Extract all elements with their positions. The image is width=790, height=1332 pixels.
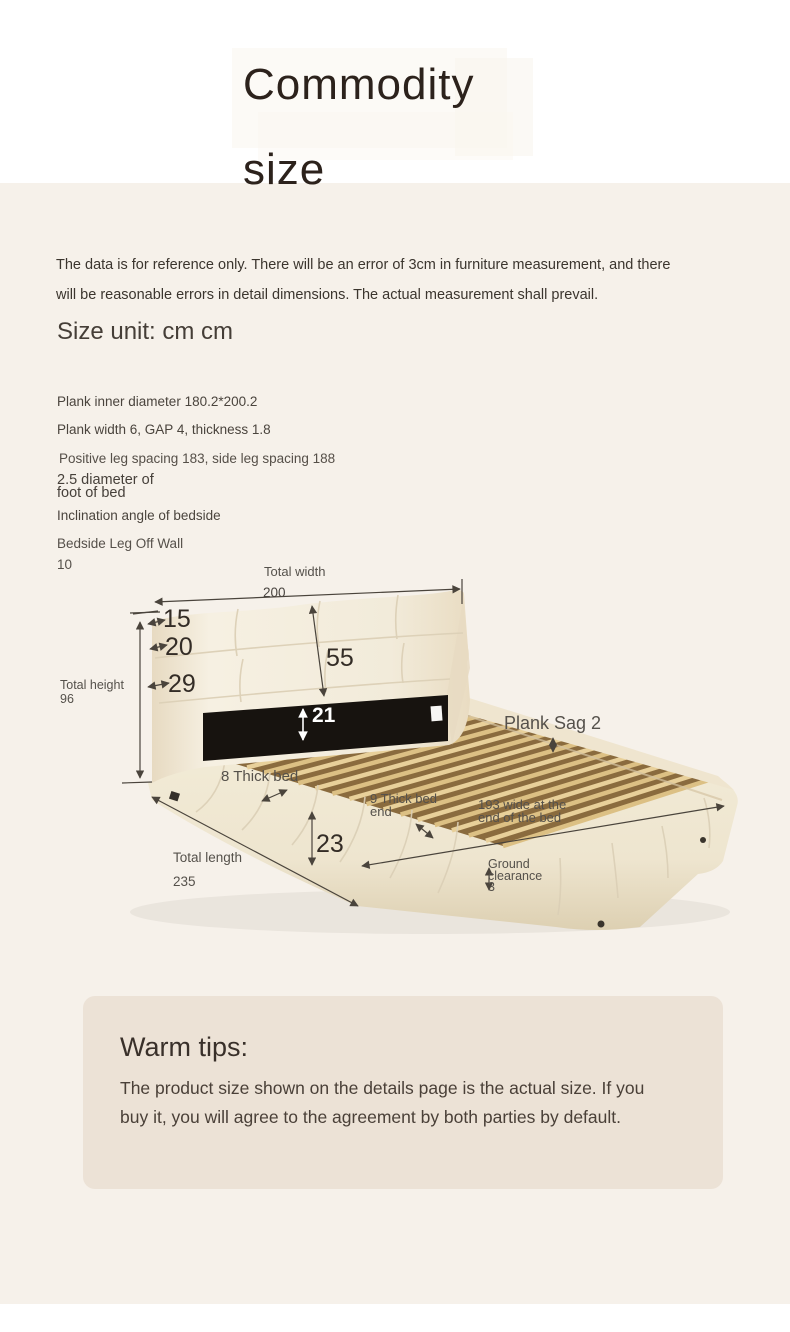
label-end-width-line-1: 193 wide at the [478, 797, 567, 812]
warm-tips-line-1: The product size shown on the details page is the actual size. If you [120, 1078, 645, 1098]
spec-leg-spacing: Positive leg spacing 183, side leg spacing 188 [59, 451, 336, 466]
spec-plank-width: Plank width 6, GAP 4, thickness 1.8 [57, 422, 271, 437]
dim-total-height-label: Total height [60, 678, 124, 692]
disclaimer-line-1: The data is for reference only. There will be an error of 3cm in furniture measurement, and there [56, 257, 671, 273]
spec-bedside-leg-value: 10 [57, 557, 73, 572]
disclaimer-line-2: will be reasonable errors in detail dimensions. The actual measurement shall prevail. [56, 287, 599, 303]
bed-foot-leg [598, 921, 605, 928]
dim-total-width-label: Total width [264, 564, 326, 579]
spec-inclination-angle: Inclination angle of bedside [57, 508, 221, 523]
bed-foot-leg [700, 837, 706, 843]
dim-total-length-label: Total length [173, 850, 243, 865]
label-bed-end-thickness-line-2: end [370, 804, 392, 819]
label-ground-line-1: Ground [488, 857, 530, 871]
label-end-width-line-2: end of the bed [478, 810, 562, 825]
warm-tips-line-2: buy it, you will agree to the agreement by both parties by default. [120, 1107, 621, 1127]
label-ground-clearance [488, 859, 542, 894]
dim-headboard-20: 20 [165, 633, 193, 661]
dim-total-height-value: 96 [60, 692, 74, 706]
dim-side-23: 23 [316, 830, 344, 858]
spec-foot-diameter-line-2: foot of bed [57, 485, 126, 501]
label-bed-end-thickness-line-1: 9 Thick bed [370, 791, 437, 806]
spec-foot-diameter-line-1: 2.5 diameter of [57, 472, 154, 488]
page-title-line-1: Commodity [243, 60, 475, 109]
label-plank-sag: Plank Sag 2 [504, 713, 602, 733]
warm-tips-heading: Warm tips: [120, 1032, 248, 1062]
dim-headboard-55: 55 [326, 644, 354, 672]
dim-total-length-value: 235 [173, 874, 196, 889]
label-bed-thickness-8: 8 Thick bed [221, 768, 299, 785]
dim-headboard-15: 15 [163, 605, 191, 633]
spec-bedside-leg-off-wall: Bedside Leg Off Wall [57, 536, 184, 551]
bed-illustration [0, 555, 790, 935]
label-ground-line-2: clearance [488, 868, 543, 883]
size-unit-heading: Size unit: cm cm [57, 318, 234, 345]
label-bed-end-thickness-9 [370, 792, 437, 818]
panel-tag [431, 706, 443, 722]
page-title-line-2: size [243, 145, 326, 194]
label-end-width-193 [478, 798, 566, 824]
spec-plank-inner-diameter: Plank inner diameter 180.2*200.2 [57, 394, 258, 409]
dim-headboard-29: 29 [168, 670, 196, 698]
dim-panel-21: 21 [312, 704, 336, 727]
dim-total-width-value: 200 [263, 585, 286, 600]
label-ground-value: 3 [488, 880, 495, 894]
